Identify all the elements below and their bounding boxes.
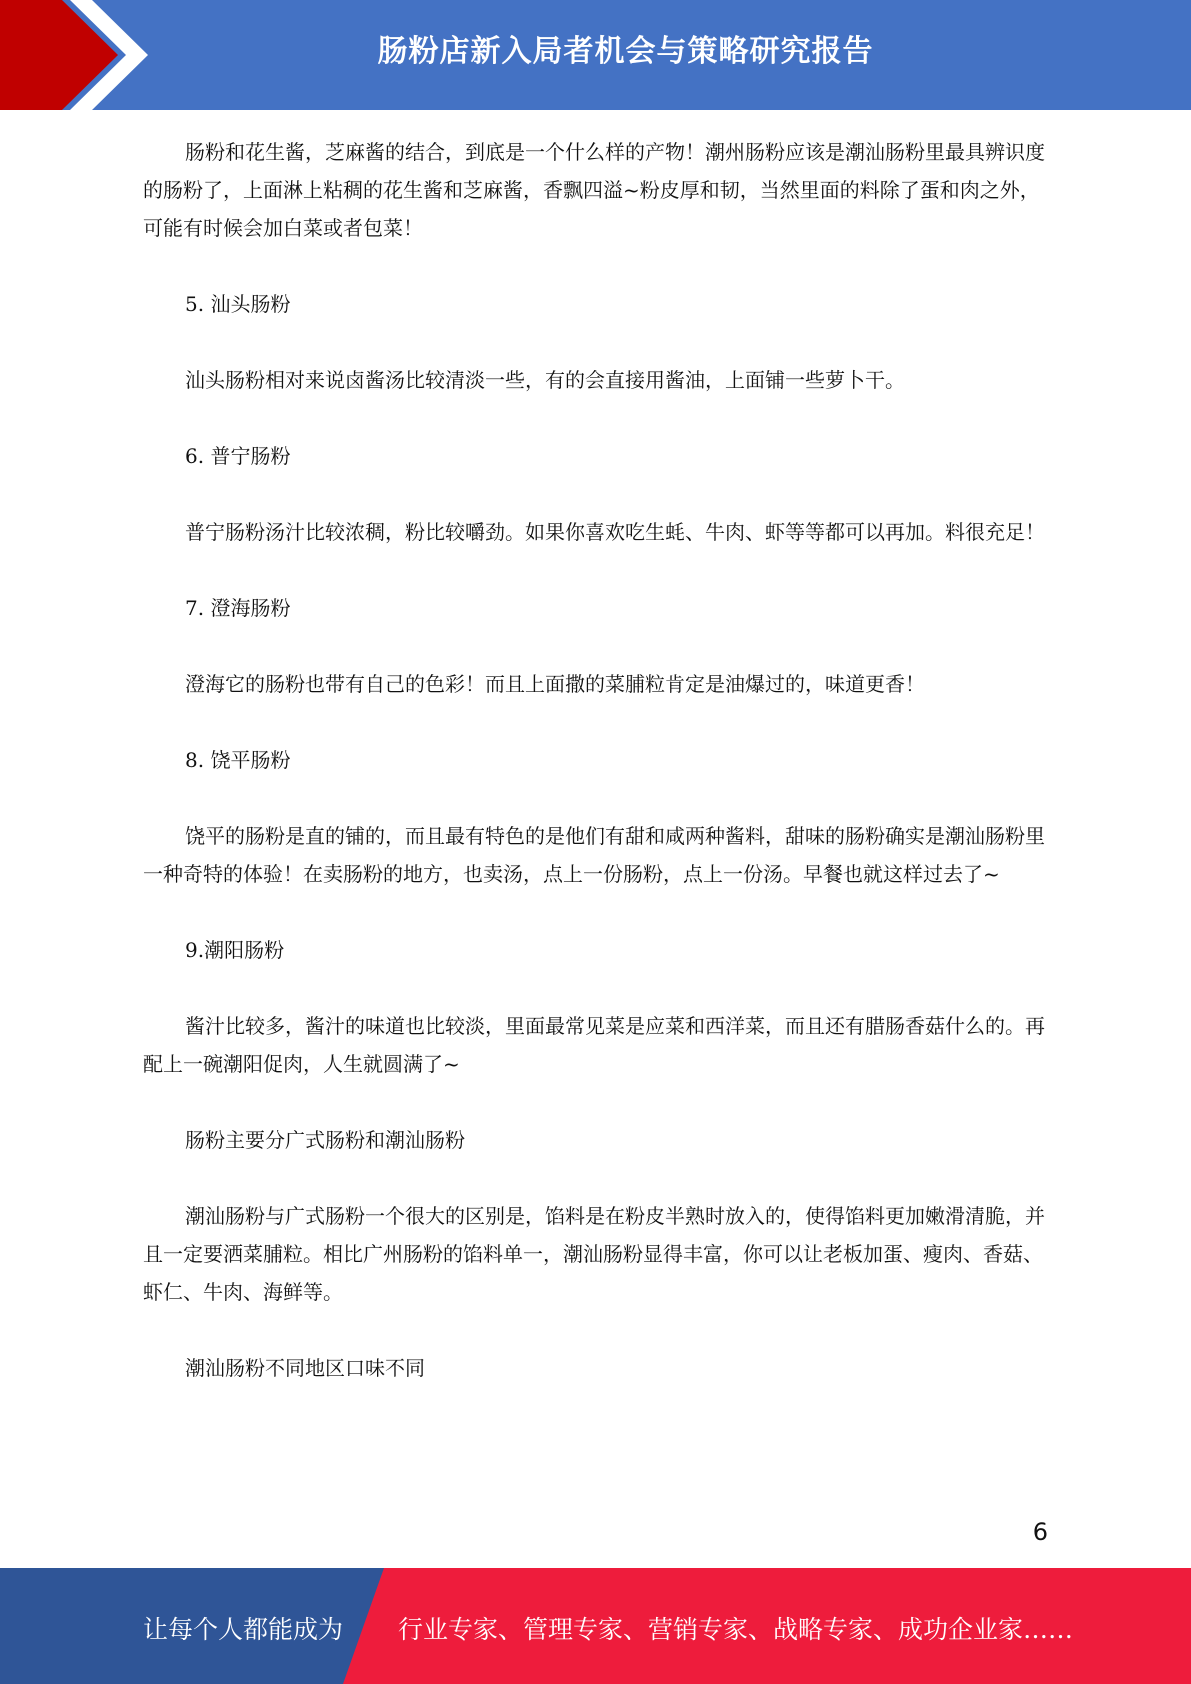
section-heading: 8. 饶平肠粉 (185, 748, 291, 772)
paragraph: 饶平的肠粉是直的铺的，而且最有特色的是他们有甜和咸两种酱料，甜味的肠粉确实是潮汕肠粉里一种奇特的体验！在卖肠粉的地方，也卖汤，点上一份肠粉，点上一份汤。早餐也就这样过去了~ (143, 824, 1045, 886)
paragraph: 潮汕肠粉与广式肠粉一个很大的区别是，馅料是在粉皮半熟时放入的，使得馅料更加嫩滑清脆，并且一定要洒菜脯粒。相比广州肠粉的馅料单一，潮汕肠粉显得丰富，你可以让老板加蛋、瘦肉、香菇、虾仁、牛肉、海鲜等。 (143, 1204, 1045, 1304)
paragraph: 酱汁比较多，酱汁的味道也比较淡，里面最常见菜是应菜和西洋菜，而且还有腊肠香菇什么的。再配上一碗潮阳促肉，人生就圆满了~ (143, 1014, 1045, 1076)
section-heading: 7. 澄海肠粉 (185, 596, 291, 620)
paragraph: 普宁肠粉汤汁比较浓稠，粉比较嚼劲。如果你喜欢吃生蚝、牛肉、虾等等都可以再加。料很充足！ (185, 520, 1045, 544)
paragraph: 肠粉和花生酱，芝麻酱的结合，到底是一个什么样的产物！潮州肠粉应该是潮汕肠粉里最具辨识度的肠粉了，上面淋上粘稠的花生酱和芝麻酱，香飘四溢~粉皮厚和韧，当然里面的料除了蛋和肉之外，可能有时候会加白菜或者包菜！ (143, 140, 1045, 240)
paragraph: 潮汕肠粉不同地区口味不同 (185, 1356, 425, 1380)
page-header (0, 0, 1191, 110)
document-body (143, 133, 1048, 1387)
section-heading: 6. 普宁肠粉 (185, 444, 291, 468)
footer-slogan-left: 让每个人都能成为 (143, 1615, 344, 1644)
section-heading: 9.潮阳肠粉 (185, 938, 285, 962)
report-title: 肠粉店新入局者机会与策略研究报告 (377, 34, 874, 69)
page-footer (0, 1568, 1191, 1684)
section-heading: 5. 汕头肠粉 (185, 292, 291, 316)
paragraph: 肠粉主要分广式肠粉和潮汕肠粉 (185, 1128, 465, 1152)
footer-slogan-right: 行业专家、管理专家、营销专家、战略专家、成功企业家…… (398, 1615, 1074, 1644)
paragraph: 汕头肠粉相对来说卤酱汤比较清淡一些，有的会直接用酱油，上面铺一些萝卜干。 (185, 368, 905, 392)
paragraph: 澄海它的肠粉也带有自己的色彩！而且上面撒的菜脯粒肯定是油爆过的，味道更香！ (185, 672, 925, 696)
page-number: 6 (1032, 1518, 1048, 1546)
